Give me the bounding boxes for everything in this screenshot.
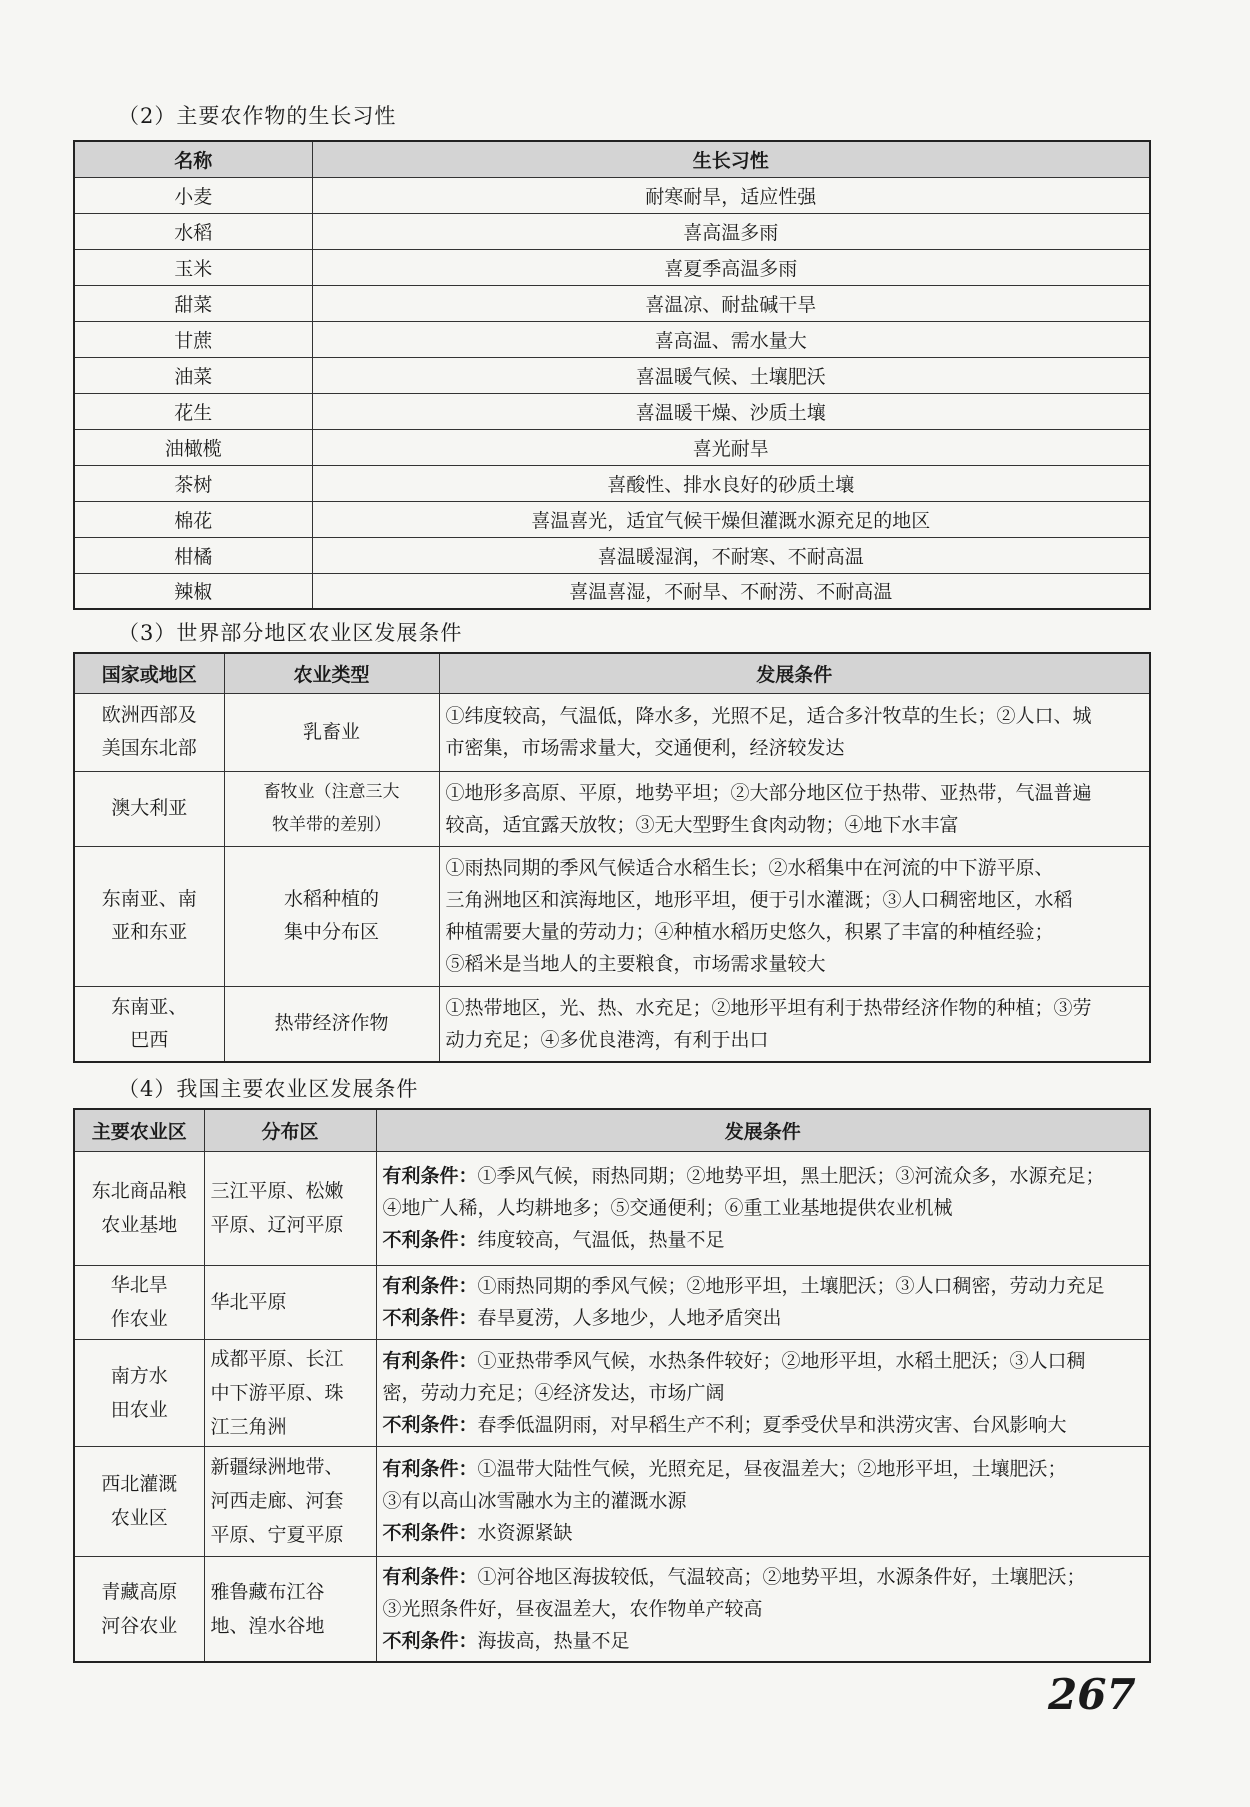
conditions-cell [439, 986, 1150, 1062]
distribution-cell [204, 1265, 376, 1339]
favorable-text: ①亚热带季风气候，水热条件较好；②地形平坦，水稻土肥沃；③人口稠 [477, 1349, 1086, 1372]
favorable-line [383, 1561, 1144, 1593]
area-cell [74, 1339, 204, 1446]
crop-habit: 喜温暖气候、土壤肥沃 [312, 357, 1150, 393]
cell-line: 水稻种植的 [283, 888, 379, 910]
conditions-cell [439, 846, 1150, 986]
world-agriculture-table [73, 652, 1151, 1063]
conditions-cell [376, 1151, 1150, 1265]
distribution-cell [204, 1556, 376, 1662]
page-number: 267 [1048, 1670, 1136, 1719]
conditions-cell [439, 771, 1150, 846]
header-type: 农业类型 [224, 653, 439, 693]
cell-line: 西北灌溉 [101, 1473, 178, 1495]
table-row [74, 213, 1150, 249]
region-cell [74, 771, 224, 846]
crop-name: 花生 [74, 393, 312, 429]
distribution-cell [204, 1446, 376, 1556]
cell-line: 较高，适宜露天放牧；③无大型野生食肉动物；④地下水丰富 [445, 813, 959, 836]
section-4-title: （4）我国主要农业区发展条件 [118, 1077, 419, 1101]
crop-habit: 喜光耐旱 [312, 429, 1150, 465]
cell-line: 种植需要大量的劳动力；④种植水稻历史悠久，积累了丰富的种植经验； [445, 921, 1054, 943]
cell-line: 成都平原、长江 [210, 1347, 344, 1370]
cell-line: 江三角洲 [210, 1415, 287, 1438]
cell-line: 作农业 [110, 1308, 168, 1330]
area-cell [74, 1556, 204, 1662]
crop-habit: 喜高温多雨 [312, 213, 1150, 249]
table-row [74, 249, 1150, 285]
unfavorable-label: 不利条件： [382, 1307, 478, 1329]
favorable-line [383, 1192, 1144, 1224]
unfavorable-text: 海拔高，热量不足 [477, 1629, 630, 1652]
favorable-line [383, 1485, 1144, 1517]
unfavorable-label: 不利条件： [382, 1629, 478, 1652]
region-cell [74, 986, 224, 1062]
cell-line: 乳畜业 [302, 720, 360, 743]
cell-line: 澳大利亚 [111, 797, 188, 819]
table-row [74, 465, 1150, 501]
table-row [74, 285, 1150, 321]
cell-line: 亚和东亚 [111, 921, 188, 943]
distribution-cell [204, 1339, 376, 1446]
table-row [74, 1265, 1150, 1339]
cell-line: 河谷农业 [101, 1614, 178, 1637]
favorable-text: ①温带大陆性气候，光照充足，昼夜温差大；②地形平坦，土壤肥沃； [477, 1458, 1067, 1480]
favorable-text: ①季风气候，雨热同期；②地势平坦，黑土肥沃；③河流众多，水源充足； [477, 1165, 1105, 1187]
unfavorable-label: 不利条件： [382, 1229, 478, 1251]
table-row [74, 1446, 1150, 1556]
cell-line: 农业区 [110, 1507, 168, 1529]
section-2-title: （2）主要农作物的生长习性 [118, 104, 397, 128]
crop-habit: 喜温暖干燥、沙质土壤 [312, 393, 1150, 429]
cell-line: ⑤稻米是当地人的主要粮食，市场需求量较大 [445, 953, 826, 975]
favorable-text: ③有以高山冰雪融水为主的灌溉水源 [382, 1490, 687, 1512]
crop-habit: 耐寒耐旱，适应性强 [312, 177, 1150, 213]
agri-type-cell [224, 846, 439, 986]
unfavorable-text: 纬度较高，气温低，热量不足 [477, 1229, 725, 1251]
table-row [74, 357, 1150, 393]
cell-line: 田农业 [110, 1398, 168, 1421]
table-row [74, 573, 1150, 609]
region-cell [74, 693, 224, 771]
cell-line: ①热带地区，光、热、水充足；②地形平坦有利于热带经济作物的种植；③劳 [445, 996, 1092, 1019]
crop-habit: 喜高温、需水量大 [312, 321, 1150, 357]
table-row [74, 693, 1150, 771]
header-conditions: 发展条件 [439, 653, 1150, 693]
table-row [74, 537, 1150, 573]
crop-name: 棉花 [74, 501, 312, 537]
unfavorable-label: 不利条件： [382, 1413, 478, 1436]
cell-line: 中下游平原、珠 [210, 1381, 344, 1404]
crop-habits-table [73, 140, 1151, 610]
conditions-cell [376, 1265, 1150, 1339]
unfavorable-text: 水资源紧缺 [477, 1522, 573, 1544]
crop-habit: 喜酸性、排水良好的砂质土壤 [312, 465, 1150, 501]
crop-name: 茶树 [74, 465, 312, 501]
cell-line: 华北旱 [110, 1274, 168, 1296]
crop-habit: 喜温喜湿，不耐旱、不耐涝、不耐高温 [312, 573, 1150, 609]
cell-line: 新疆绿洲地带、 [210, 1456, 344, 1478]
cell-line: 东北商品粮 [91, 1180, 187, 1202]
area-cell [74, 1151, 204, 1265]
region-cell [74, 846, 224, 986]
cell-line: ①地形多高原、平原，地势平坦；②大部分地区位于热带、亚热带，气温普遍 [445, 781, 1092, 804]
section-3-title: （3）世界部分地区农业区发展条件 [118, 621, 463, 645]
table-row [74, 986, 1150, 1062]
favorable-line [383, 1270, 1144, 1302]
table-row [74, 177, 1150, 213]
crop-name: 玉米 [74, 249, 312, 285]
cell-line: 市密集，市场需求量大，交通便利，经济较发达 [445, 737, 845, 759]
table-row [74, 393, 1150, 429]
cell-line: 三江平原、松嫩 [210, 1180, 344, 1202]
favorable-label: 有利条件： [382, 1349, 478, 1372]
distribution-cell [204, 1151, 376, 1265]
cell-line: 华北平原 [210, 1291, 287, 1313]
cell-line: 集中分布区 [283, 921, 379, 943]
favorable-label: 有利条件： [382, 1275, 478, 1297]
unfavorable-line [383, 1517, 1144, 1549]
cell-line: 河西走廊、河套 [210, 1490, 344, 1512]
cell-line: 畜牧业（注意三大 [263, 781, 400, 802]
table-row [74, 321, 1150, 357]
cell-line: ①雨热同期的季风气候适合水稻生长；②水稻集中在河流的中下游平原、 [445, 857, 1054, 879]
crop-name: 柑橘 [74, 537, 312, 573]
cell-line: 动力充足；④多优良港湾，有利于出口 [445, 1028, 769, 1051]
favorable-text: ③光照条件好，昼夜温差大，农作物单产较高 [382, 1597, 763, 1620]
table-row [74, 1151, 1150, 1265]
favorable-line [383, 1377, 1144, 1409]
unfavorable-label: 不利条件： [382, 1522, 478, 1544]
crop-name: 小麦 [74, 177, 312, 213]
cell-line: 巴西 [130, 1028, 169, 1051]
cell-line: 南方水 [110, 1364, 168, 1387]
agri-type-cell [224, 986, 439, 1062]
cell-line: 青藏高原 [101, 1580, 178, 1603]
cell-line: 平原、辽河平原 [210, 1214, 344, 1236]
favorable-text: ①河谷地区海拔较低，气温较高；②地势平坦，水源条件好，土壤肥沃； [477, 1565, 1086, 1588]
table-row [74, 771, 1150, 846]
table-row [74, 501, 1150, 537]
favorable-text: ①雨热同期的季风气候；②地形平坦，土壤肥沃；③人口稠密，劳动力充足 [477, 1275, 1105, 1297]
conditions-cell [376, 1446, 1150, 1556]
favorable-text: 密，劳动力充足；④经济发达，市场广阔 [382, 1381, 725, 1404]
favorable-label: 有利条件： [382, 1565, 478, 1588]
crop-name: 辣椒 [74, 573, 312, 609]
header-region: 国家或地区 [74, 653, 224, 693]
cell-line: 三角洲地区和滨海地区，地形平坦，便于引水灌溉；③人口稠密地区，水稻 [445, 889, 1073, 911]
favorable-label: 有利条件： [382, 1165, 478, 1187]
crop-name: 水稻 [74, 213, 312, 249]
crop-name: 甜菜 [74, 285, 312, 321]
cell-line: 东南亚、 [111, 995, 188, 1018]
conditions-cell [376, 1339, 1150, 1446]
cell-line: 美国东北部 [101, 737, 197, 759]
unfavorable-line [383, 1224, 1144, 1256]
cell-line: 地、湟水谷地 [210, 1614, 325, 1637]
favorable-label: 有利条件： [382, 1458, 478, 1480]
crop-habit: 喜温喜光，适宜气候干燥但灌溉水源充足的地区 [312, 501, 1150, 537]
favorable-line [383, 1160, 1144, 1192]
favorable-line [383, 1345, 1144, 1377]
crop-habit: 喜温凉、耐盐碱干旱 [312, 285, 1150, 321]
cell-line: 农业基地 [101, 1214, 178, 1236]
cell-line: 东南亚、南 [101, 888, 197, 910]
area-cell [74, 1265, 204, 1339]
unfavorable-line [383, 1625, 1144, 1657]
table-row [74, 846, 1150, 986]
crop-name: 油橄榄 [74, 429, 312, 465]
cell-line: ①纬度较高，气温低，降水多，光照不足，适合多汁牧草的生长；②人口、城 [445, 705, 1092, 727]
table-row [74, 1556, 1150, 1662]
conditions-cell [439, 693, 1150, 771]
favorable-text: ④地广人稀，人均耕地多；⑤交通便利；⑥重工业基地提供农业机械 [382, 1197, 953, 1219]
cell-line: 牧羊带的差别） [272, 814, 391, 835]
cell-line: 热带经济作物 [274, 1012, 389, 1035]
table-row [74, 1339, 1150, 1446]
crop-habit: 喜夏季高温多雨 [312, 249, 1150, 285]
favorable-line [383, 1453, 1144, 1485]
cell-line: 平原、宁夏平原 [210, 1524, 344, 1546]
agri-type-cell [224, 771, 439, 846]
cell-line: 雅鲁藏布江谷 [210, 1580, 325, 1603]
header-distribution: 分布区 [204, 1109, 376, 1151]
crop-name: 油菜 [74, 357, 312, 393]
header-main-area: 主要农业区 [74, 1109, 204, 1151]
crop-name: 甘蔗 [74, 321, 312, 357]
header-conditions: 发展条件 [376, 1109, 1150, 1151]
header-name: 名称 [74, 141, 312, 177]
header-habit: 生长习性 [312, 141, 1150, 177]
china-agriculture-table [73, 1108, 1151, 1663]
agri-type-cell [224, 693, 439, 771]
area-cell [74, 1446, 204, 1556]
favorable-line [383, 1593, 1144, 1625]
table-row [74, 429, 1150, 465]
crop-habit: 喜温暖湿润，不耐寒、不耐高温 [312, 537, 1150, 573]
unfavorable-line [383, 1409, 1144, 1441]
conditions-cell [376, 1556, 1150, 1662]
unfavorable-line [383, 1302, 1144, 1334]
unfavorable-text: 春旱夏涝，人多地少，人地矛盾突出 [477, 1307, 782, 1329]
unfavorable-text: 春季低温阴雨，对早稻生产不利；夏季受伏旱和洪涝灾害、台风影响大 [477, 1413, 1067, 1436]
cell-line: 欧洲西部及 [101, 704, 197, 726]
